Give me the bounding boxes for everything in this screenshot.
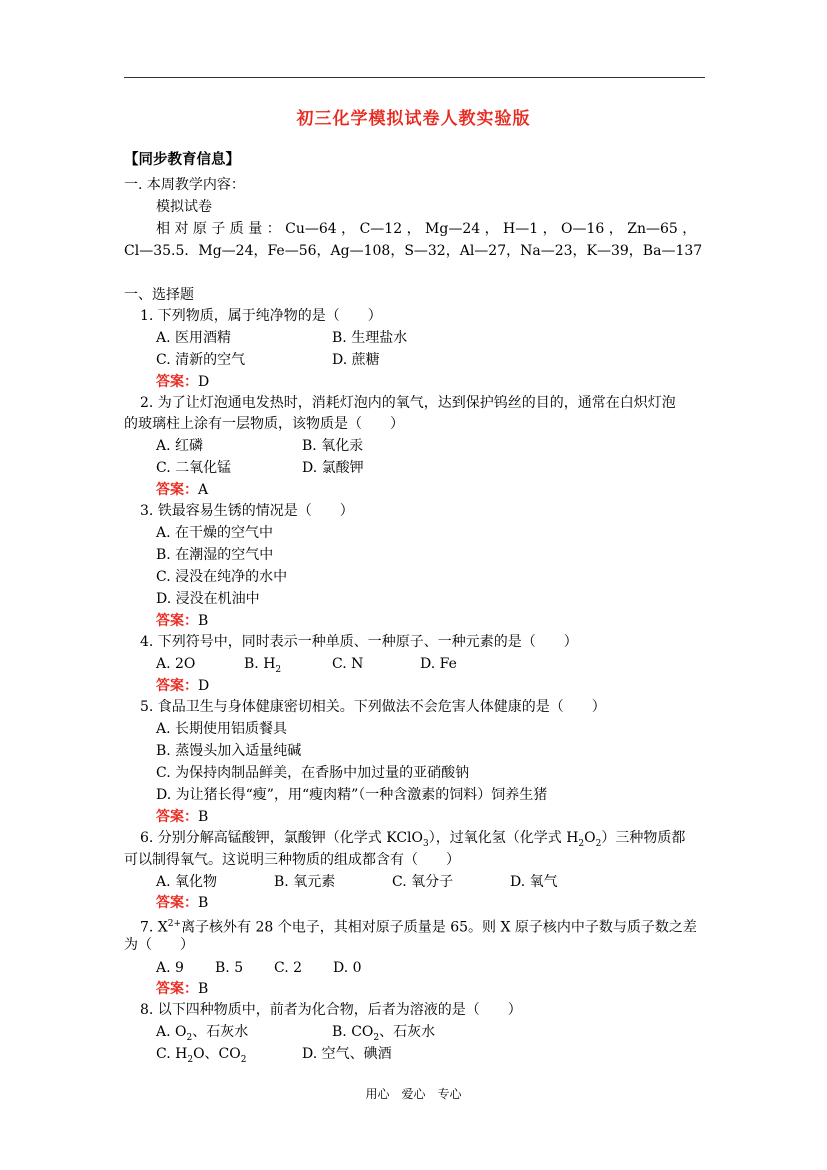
question-7-answer [156, 979, 208, 999]
page-footer [0, 1085, 827, 1102]
question-7-stem: 7. $X^{2+}$离子核外有 28 个电子，其相对原子质量是 65。则 X 原子核内中子数与质子数之差 [140, 919, 697, 936]
answer-value: D [198, 374, 210, 390]
question-2-stem-cont: 的玻璃柱上涂有一层物质，该物质是（ ） [124, 416, 404, 432]
atomic-mass-line-1: 相 对 原 子 质 量 ： Cu—64 ， C—12 ， Mg—24 ， H—1 ， O—16 ， Zn—65 ， [156, 221, 697, 237]
question-2-answer [156, 480, 208, 500]
question-8-stem: 8. 以下四种物质中，前者为化合物，后者为溶液的是（ ） [140, 1002, 522, 1018]
option-b: B. 生理盐水 [332, 330, 408, 346]
footer-text-1: 用心 [365, 1087, 390, 1101]
option-c: C. 2 [274, 960, 303, 976]
answer-label: 答案： [156, 895, 198, 911]
question-8-options-2 [156, 1044, 392, 1070]
option-d: D. Fe [420, 656, 457, 672]
option-a: A. 氧化物 [156, 874, 218, 890]
question-3-answer [156, 611, 208, 631]
footer-text-3: 专心 [437, 1087, 462, 1101]
option-a: A. 9 [156, 960, 184, 976]
question-3-option-d: D. 浸没在机油中 [156, 591, 260, 607]
question-1-options [156, 328, 407, 348]
option-c: C. 二氧化锰 [156, 460, 232, 476]
question-6-options [156, 872, 558, 892]
answer-label: 答案： [156, 809, 198, 825]
question-4-stem: 4. 下列符号中，同时表示一种单质、一种原子、一种元素的是（ ） [140, 634, 578, 650]
question-3-option-b: B. 在潮湿的空气中 [156, 547, 274, 563]
question-5-stem: 5. 食品卫生与身体健康密切相关。下列做法不会危害人体健康的是（ ） [140, 699, 606, 715]
week-content-label: 一. 本周教学内容： [124, 177, 245, 193]
option-c: C. N [332, 656, 364, 672]
option-b: B. 氧元素 [274, 874, 336, 890]
option-c: C. 清新的空气 [156, 352, 246, 368]
answer-value: B [198, 809, 209, 825]
option-b: B. 氧化汞 [302, 438, 364, 454]
option-b: B. $H_2$ [244, 656, 282, 675]
answer-label: 答案： [156, 613, 198, 629]
option-d: D. 0 [333, 960, 362, 976]
question-6-answer [156, 893, 208, 913]
option-c: C. 氧分子 [392, 874, 454, 890]
option-a: A. 红磷 [156, 438, 204, 454]
question-2-stem: 2. 为了让灯泡通电发热时，消耗灯泡内的氧气，达到保护钨丝的目的，通常在白炽灯泡 [140, 395, 676, 411]
answer-value: B [198, 895, 209, 911]
question-6-stem-cont: 可以制得氧气。这说明三种物质的组成都含有（ ） [124, 852, 460, 868]
option-d: D. 氧气 [510, 874, 558, 890]
header-rule [124, 77, 705, 78]
question-1-options-2 [156, 350, 380, 370]
question-1-stem: 1. 下列物质，属于纯净物的是（ ） [140, 308, 382, 324]
paper-type: 模拟试卷 [156, 199, 212, 215]
option-a: A. 2O [156, 656, 196, 672]
question-4-answer [156, 676, 209, 696]
question-7-stem-cont: 为（ ） [124, 937, 194, 953]
answer-value: D [198, 678, 210, 694]
choice-section-heading: 一、选择题 [124, 287, 194, 303]
option-d: D. 氯酸钾 [302, 460, 364, 476]
question-5-option-a: A. 长期使用铝质餐具 [156, 721, 288, 737]
option-b: B. 5 [215, 960, 244, 976]
option-a: A. $O_2$、石灰水 [156, 1024, 249, 1043]
question-2-options [156, 436, 363, 456]
answer-value: B [198, 613, 209, 629]
question-3-option-a: A. 在干燥的空气中 [156, 525, 274, 541]
answer-label: 答案： [156, 374, 198, 390]
question-5-option-d: D. 为让猪长得“瘦”，用“瘦肉精”（一种含激素的饲料）饲养生猪 [156, 787, 548, 803]
section-heading: 【同步教育信息】 [124, 151, 240, 168]
option-a: A. 医用酒精 [156, 330, 232, 346]
option-b: B. $CO_2$、石灰水 [332, 1024, 436, 1043]
question-5-option-c: C. 为保持肉制品鲜美，在香肠中加过量的亚硝酸钠 [156, 765, 470, 781]
answer-value: A [198, 482, 209, 498]
question-5-option-b: B. 蒸馒头加入适量纯碱 [156, 743, 302, 759]
answer-label: 答案： [156, 981, 198, 997]
question-6-stem: 6. 分别分解高锰酸钾，氯酸钾（化学式 KClO$_3$），过氧化氢（化学式 $H_2O_2$）三种物质都 [140, 830, 686, 849]
question-2-options-2 [156, 458, 364, 478]
option-d: D. 空气、碘酒 [302, 1046, 392, 1062]
question-1-answer [156, 372, 209, 392]
footer-text-2: 爱心 [401, 1087, 426, 1101]
question-3-option-c: C. 浸没在纯净的水中 [156, 569, 288, 585]
question-3-stem: 3. 铁最容易生锈的情况是（ ） [140, 503, 354, 519]
answer-label: 答案： [156, 678, 198, 694]
page-title: 初三化学模拟试卷人教实验版 [296, 109, 531, 129]
answer-label: 答案： [156, 482, 198, 498]
question-7-options [156, 958, 362, 978]
atomic-mass-line-2: Cl—35.5．Mg—24，Fe—56，Ag—108，S—32，Al—27，Na—23，K—39，Ba—137 [124, 243, 703, 259]
option-d: D. 蔗糖 [332, 352, 380, 368]
option-c: C. $H_2O$、$CO_2$ [156, 1046, 247, 1065]
answer-value: B [198, 981, 209, 997]
question-5-answer [156, 807, 208, 827]
